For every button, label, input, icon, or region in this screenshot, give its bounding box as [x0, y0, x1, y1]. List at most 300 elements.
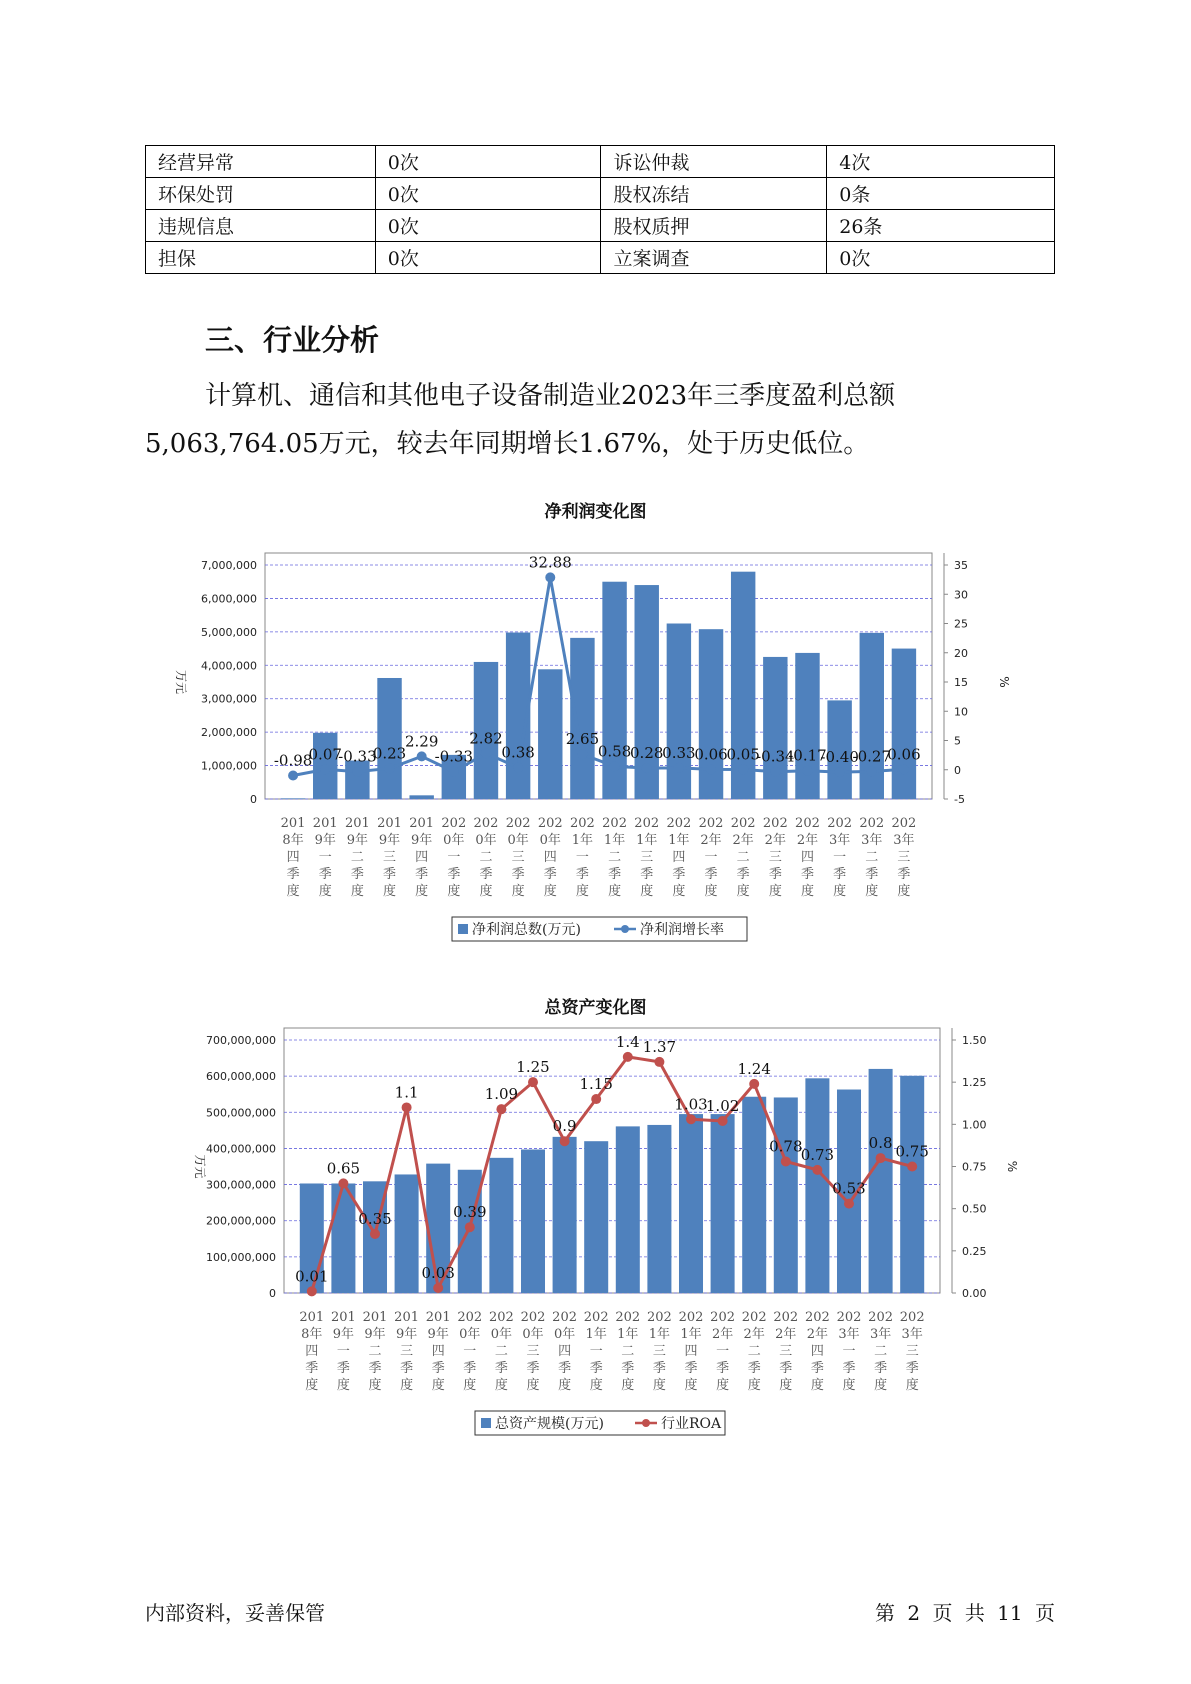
x-tick-label: 度: [543, 884, 557, 899]
data-label: 0.33: [662, 743, 696, 762]
x-tick-label: 3年: [893, 833, 915, 848]
y-tick-label: 4,000,000: [201, 659, 257, 673]
x-tick-label: 四: [684, 1344, 698, 1359]
line-point: [465, 1222, 475, 1232]
x-tick-label: 201: [425, 1310, 451, 1325]
line-point: [481, 748, 491, 758]
risk-item-value: 4次: [827, 146, 1055, 178]
x-tick-label: 季: [336, 1361, 350, 1376]
x-tick-label: 季: [368, 1361, 382, 1376]
x-tick-label: 度: [621, 1378, 635, 1393]
risk-item-value: 0条: [827, 178, 1055, 210]
x-tick-label: 度: [431, 1378, 445, 1393]
line-point: [577, 749, 587, 759]
x-tick-label: 季: [383, 867, 397, 882]
data-label: 1.37: [642, 1037, 677, 1056]
legend-bar-swatch: [458, 924, 468, 934]
y2-tick-label: 1.25: [962, 1076, 987, 1090]
x-tick-label: 季: [511, 867, 525, 882]
line-point: [770, 767, 780, 777]
x-tick-label: 度: [526, 1378, 540, 1393]
data-label: 0.8: [868, 1134, 893, 1153]
x-tick-label: 三: [400, 1344, 414, 1359]
x-tick-label: 季: [865, 867, 879, 882]
x-tick-label: 四: [672, 850, 686, 865]
x-tick-label: 3年: [828, 833, 851, 848]
x-tick-label: 二: [350, 850, 364, 865]
y-tick-label: 600,000,000: [206, 1070, 276, 1084]
bar: [331, 1183, 355, 1293]
x-tick-label: 一: [704, 850, 718, 865]
risk-item-label: 经营异常: [146, 146, 376, 178]
risk-item-label: 立案调查: [601, 242, 827, 274]
y2-tick-label: 10: [954, 705, 968, 719]
x-tick-label: 四: [543, 850, 557, 865]
y-tick-label: 2,000,000: [201, 726, 257, 740]
x-tick-label: 0年: [522, 1327, 544, 1342]
x-tick-label: 0年: [475, 833, 497, 848]
x-tick-label: 季: [716, 1361, 730, 1376]
x-tick-label: 二: [479, 850, 493, 865]
x-tick-label: 季: [704, 867, 718, 882]
x-tick-label: 201: [312, 816, 338, 831]
bar: [616, 1126, 640, 1293]
y2-tick-label: 0.75: [962, 1160, 987, 1174]
x-tick-label: 202: [698, 816, 724, 831]
x-tick-label: 季: [575, 867, 589, 882]
data-label: 0.01: [295, 1267, 329, 1286]
x-tick-label: 202: [457, 1310, 483, 1325]
x-tick-label: 一: [318, 850, 332, 865]
bar: [805, 1078, 829, 1293]
x-tick-label: 2年: [764, 833, 786, 848]
line-point: [545, 572, 555, 582]
data-label: 0.07: [308, 745, 342, 764]
x-tick-label: 2年: [711, 1327, 734, 1342]
x-tick-label: 2年: [743, 1327, 765, 1342]
x-tick-label: 201: [377, 816, 402, 831]
line-point: [738, 764, 748, 774]
x-tick-label: 度: [716, 1378, 730, 1393]
y2-tick-label: 0.00: [962, 1287, 987, 1300]
x-tick-label: 202: [868, 1310, 894, 1325]
x-tick-label: 二: [608, 850, 622, 865]
x-tick-label: 2年: [806, 1327, 829, 1342]
x-tick-label: 2年: [700, 833, 722, 848]
x-tick-label: 四: [431, 1344, 445, 1359]
x-tick-label: 202: [836, 1310, 862, 1325]
x-tick-label: 201: [409, 816, 435, 831]
x-tick-label: 一: [589, 1344, 603, 1359]
x-tick-label: 三: [779, 1344, 793, 1359]
x-tick-label: 季: [897, 867, 911, 882]
x-tick-label: 202: [552, 1310, 578, 1325]
x-tick-label: 202: [678, 1310, 704, 1325]
x-tick-label: 0年: [507, 833, 529, 848]
bar: [377, 678, 401, 799]
x-tick-label: 1年: [648, 1327, 671, 1342]
risk-item-value: 26条: [827, 210, 1055, 242]
net-profit-chart-title: 净利润变化图: [544, 502, 647, 522]
x-tick-label: 一: [447, 850, 461, 865]
risk-item-label: 违规信息: [146, 210, 376, 242]
x-tick-label: 季: [526, 1361, 540, 1376]
x-tick-label: 一: [833, 850, 847, 865]
x-tick-label: 3年: [838, 1327, 860, 1342]
x-tick-label: 202: [646, 1310, 672, 1325]
x-tick-label: 8年: [282, 833, 304, 848]
y-tick-label: 1,000,000: [201, 759, 257, 773]
risk-item-value: 0次: [375, 210, 601, 242]
data-label: 2.29: [404, 732, 439, 751]
x-tick-label: 8年: [301, 1327, 323, 1342]
x-tick-label: 202: [570, 816, 595, 831]
x-tick-label: 9年: [346, 833, 369, 848]
x-tick-label: 季: [286, 867, 300, 882]
y2-tick-label: 20: [954, 646, 968, 660]
y2-tick-label: 0.25: [962, 1244, 987, 1258]
total-assets-chart-title: 总资产变化图: [544, 998, 647, 1018]
x-tick-label: 季: [640, 867, 654, 882]
x-tick-label: 202: [762, 816, 788, 831]
x-tick-label: 季: [652, 1361, 666, 1376]
bar: [538, 669, 562, 799]
x-tick-label: 季: [768, 867, 782, 882]
bar: [795, 653, 819, 799]
x-tick-label: 度: [575, 884, 589, 899]
x-tick-label: 季: [810, 1361, 824, 1376]
x-tick-label: 三: [897, 850, 911, 865]
x-tick-label: 季: [305, 1361, 319, 1376]
line-point: [706, 764, 716, 774]
x-tick-label: 202: [473, 816, 499, 831]
y-axis-label: 万元: [193, 1154, 207, 1179]
y-tick-label: 200,000,000: [206, 1214, 276, 1228]
x-tick-label: 9年: [378, 833, 401, 848]
x-tick-label: 四: [415, 850, 429, 865]
x-tick-label: 202: [827, 816, 853, 831]
x-tick-label: 202: [666, 816, 692, 831]
y-tick-label: 7,000,000: [201, 559, 257, 572]
x-tick-label: 季: [621, 1361, 635, 1376]
legend-item: 净利润增长率: [640, 922, 724, 938]
x-tick-label: 季: [589, 1361, 603, 1376]
data-label: -0.33: [434, 747, 474, 766]
y2-tick-label: 25: [954, 617, 968, 631]
x-tick-label: 201: [280, 816, 306, 831]
x-tick-label: 9年: [332, 1327, 355, 1342]
data-label: -0.34: [756, 747, 795, 766]
x-tick-label: 度: [768, 884, 782, 899]
x-tick-label: 3年: [869, 1327, 892, 1342]
data-label: 0.38: [501, 743, 535, 762]
line-point: [674, 763, 684, 773]
risk-table-row: [146, 210, 1055, 242]
net-profit-chart: [0, 530, 1191, 970]
x-tick-label: 9年: [427, 1327, 449, 1342]
data-label: 1.09: [484, 1085, 519, 1104]
risk-item-label: 环保处罚: [146, 178, 376, 210]
x-tick-label: 一: [463, 1344, 477, 1359]
y2-tick-label: 1.50: [962, 1034, 987, 1047]
x-tick-label: 二: [865, 850, 879, 865]
bar: [679, 1114, 703, 1293]
line-point: [449, 767, 459, 777]
x-tick-label: 二: [874, 1344, 888, 1359]
data-label: -0.40: [820, 748, 859, 767]
x-tick-label: 四: [305, 1344, 319, 1359]
data-label: 32.88: [528, 553, 572, 572]
x-tick-label: 季: [543, 867, 557, 882]
x-tick-label: 度: [479, 884, 493, 899]
y-tick-label: 400,000,000: [206, 1142, 276, 1156]
total-assets-chart: [0, 1025, 1191, 1465]
data-label: 0.35: [358, 1209, 392, 1228]
x-tick-label: 202: [602, 816, 627, 831]
x-tick-label: 季: [684, 1361, 698, 1376]
line-point: [812, 1165, 822, 1175]
x-tick-label: 202: [441, 816, 467, 831]
x-tick-label: 202: [537, 816, 563, 831]
data-label: 0.58: [597, 742, 632, 761]
x-tick-label: 202: [634, 816, 660, 831]
y2-tick-label: 15: [954, 676, 968, 689]
x-tick-label: 季: [736, 867, 750, 882]
x-tick-label: 度: [558, 1378, 572, 1393]
line-point: [370, 1229, 380, 1239]
x-tick-label: 1年: [617, 1327, 639, 1342]
legend-bar-swatch: [481, 1418, 491, 1428]
x-tick-label: 二: [736, 850, 750, 865]
x-tick-label: 度: [842, 1378, 856, 1393]
x-tick-label: 季: [747, 1361, 761, 1376]
bar: [711, 1114, 735, 1293]
x-tick-label: 度: [800, 884, 814, 899]
x-tick-label: 0年: [553, 1327, 576, 1342]
line-point: [591, 1094, 601, 1104]
y-tick-label: 5,000,000: [201, 625, 257, 639]
x-tick-label: 一: [336, 1344, 350, 1359]
x-tick-label: 度: [447, 884, 461, 899]
risk-item-value: 0次: [375, 146, 601, 178]
x-tick-label: 度: [494, 1378, 508, 1393]
bar: [742, 1097, 766, 1293]
x-tick-label: 9年: [395, 1327, 418, 1342]
bar: [489, 1158, 513, 1293]
bar: [281, 798, 305, 799]
y-tick-label: 700,000,000: [206, 1034, 276, 1047]
line-point: [718, 1116, 728, 1126]
data-label: 1.1: [394, 1083, 419, 1102]
bar: [869, 1069, 893, 1293]
bar: [345, 761, 369, 799]
bar: [553, 1137, 577, 1293]
line-point: [835, 767, 845, 777]
data-label: 2.65: [565, 730, 600, 749]
line-point: [307, 1286, 317, 1296]
x-tick-label: 2年: [732, 833, 754, 848]
data-label: 1.03: [674, 1095, 708, 1114]
x-tick-label: 度: [684, 1378, 698, 1393]
x-tick-label: 1年: [668, 833, 690, 848]
x-tick-label: 二: [368, 1344, 382, 1359]
x-tick-label: 202: [795, 816, 820, 831]
x-tick-label: 一: [575, 850, 589, 865]
data-label: 0.9: [552, 1117, 577, 1136]
data-label: 0.39: [453, 1203, 487, 1222]
data-label: -0.17: [788, 746, 827, 765]
x-tick-label: 三: [383, 850, 397, 865]
x-tick-label: 度: [336, 1378, 350, 1393]
line-point: [802, 766, 812, 776]
line-point: [654, 1057, 664, 1067]
y-axis-label: 万元: [174, 669, 188, 695]
risk-item-value: 0次: [375, 178, 601, 210]
y2-tick-label: 35: [954, 559, 968, 572]
legend-item: 行业ROA: [661, 1416, 722, 1432]
y-tick-label: 0: [250, 793, 257, 806]
industry-summary-paragraph: 计算机、通信和其他电子设备制造业2023年三季度盈利总额5,063,764.05万元，较去年同期增长1.67%，处于历史低位。: [145, 381, 896, 459]
data-label: 2.82: [469, 729, 503, 748]
x-tick-label: 度: [286, 884, 300, 899]
x-tick-label: 三: [652, 1344, 666, 1359]
line-point: [288, 770, 298, 780]
line-point: [610, 761, 620, 771]
risk-item-label: 担保: [146, 242, 376, 274]
x-tick-label: 度: [736, 884, 750, 899]
y-tick-label: 100,000,000: [206, 1250, 276, 1264]
x-tick-label: 202: [520, 1310, 546, 1325]
x-tick-label: 度: [810, 1378, 824, 1393]
bar: [570, 638, 594, 799]
risk-table-row: [146, 178, 1055, 210]
x-tick-label: 度: [747, 1378, 761, 1393]
x-tick-label: 202: [488, 1310, 514, 1325]
x-tick-label: 季: [318, 867, 332, 882]
data-label: 1.24: [737, 1059, 771, 1078]
bar: [584, 1141, 608, 1293]
x-tick-label: 度: [305, 1378, 319, 1393]
line-point: [686, 1114, 696, 1124]
data-label: 1.4: [615, 1032, 640, 1051]
x-tick-label: 二: [494, 1344, 508, 1359]
risk-table-row: [146, 242, 1055, 274]
x-tick-label: 季: [415, 867, 429, 882]
footer-confidential: 内部资料，妥善保管: [145, 1601, 325, 1625]
line-point: [402, 1102, 412, 1112]
x-tick-label: 0年: [539, 833, 561, 848]
x-tick-label: 201: [344, 816, 370, 831]
risk-item-label: 股权冻结: [601, 178, 827, 210]
data-label: -0.98: [273, 751, 313, 770]
x-tick-label: 季: [479, 867, 493, 882]
line-point: [433, 1283, 443, 1293]
line-point: [528, 1077, 538, 1087]
y2-tick-label: 30: [954, 588, 968, 602]
x-tick-label: 度: [865, 884, 879, 899]
x-tick-label: 四: [558, 1344, 572, 1359]
x-tick-label: 季: [400, 1361, 414, 1376]
x-tick-label: 四: [286, 850, 300, 865]
x-tick-label: 度: [589, 1378, 603, 1393]
x-tick-label: 一: [842, 1344, 856, 1359]
x-tick-label: 季: [833, 867, 847, 882]
x-tick-label: 9年: [314, 833, 336, 848]
line-point: [781, 1156, 791, 1166]
y-tick-label: 6,000,000: [201, 592, 257, 606]
legend-line-marker: [642, 1419, 650, 1427]
y-tick-label: 300,000,000: [206, 1178, 276, 1192]
x-tick-label: 度: [704, 884, 718, 899]
x-tick-label: 四: [810, 1344, 824, 1359]
x-tick-label: 度: [368, 1378, 382, 1393]
x-tick-label: 1年: [636, 833, 658, 848]
data-label: 0.23: [372, 744, 407, 763]
x-tick-label: 1年: [680, 1327, 702, 1342]
x-tick-label: 季: [494, 1361, 508, 1376]
x-tick-label: 1年: [585, 1327, 607, 1342]
x-tick-label: 三: [526, 1344, 540, 1359]
data-label: 1.02: [705, 1096, 740, 1115]
x-tick-label: 0年: [443, 833, 465, 848]
x-tick-label: 四: [800, 850, 814, 865]
data-label: 0.28: [630, 744, 664, 763]
x-tick-label: 度: [383, 884, 397, 899]
data-label: 0.73: [800, 1145, 835, 1164]
x-tick-label: 0年: [490, 1327, 513, 1342]
y2-axis-label: %: [997, 676, 1011, 688]
risk-table-row: [146, 146, 1055, 178]
x-tick-label: 度: [350, 884, 364, 899]
risk-item-value: 0次: [375, 242, 601, 274]
line-point: [876, 1153, 886, 1163]
data-label: 0.03: [421, 1263, 455, 1282]
y-tick-label: 0: [269, 1287, 276, 1300]
bar: [647, 1125, 671, 1293]
x-tick-label: 度: [672, 884, 686, 899]
x-tick-label: 三: [905, 1344, 919, 1359]
x-tick-label: 0年: [459, 1327, 481, 1342]
bar: [900, 1076, 924, 1293]
bar: [395, 1174, 419, 1293]
x-tick-label: 202: [899, 1310, 925, 1325]
x-tick-label: 202: [505, 816, 531, 831]
y2-tick-label: 5: [954, 734, 961, 748]
x-tick-label: 3年: [861, 833, 883, 848]
bar: [521, 1150, 545, 1293]
x-tick-label: 季: [608, 867, 622, 882]
x-tick-label: 三: [768, 850, 782, 865]
x-tick-label: 季: [350, 867, 364, 882]
x-tick-label: 度: [905, 1378, 919, 1393]
y2-tick-label: 1.00: [962, 1118, 987, 1132]
data-label: 0.06: [887, 745, 921, 764]
x-tick-label: 季: [905, 1361, 919, 1376]
line-point: [844, 1199, 854, 1209]
x-tick-label: 202: [804, 1310, 830, 1325]
data-label: 0.78: [769, 1137, 803, 1156]
x-tick-label: 季: [779, 1361, 793, 1376]
risk-item-label: 诉讼仲裁: [601, 146, 827, 178]
x-tick-label: 季: [672, 867, 686, 882]
x-tick-label: 度: [779, 1378, 793, 1393]
legend-item: 总资产规模(万元): [495, 1416, 604, 1432]
line-point: [899, 764, 909, 774]
x-tick-label: 2年: [796, 833, 819, 848]
x-tick-label: 202: [583, 1310, 609, 1325]
x-tick-label: 季: [874, 1361, 888, 1376]
data-label: 0.53: [832, 1179, 866, 1198]
